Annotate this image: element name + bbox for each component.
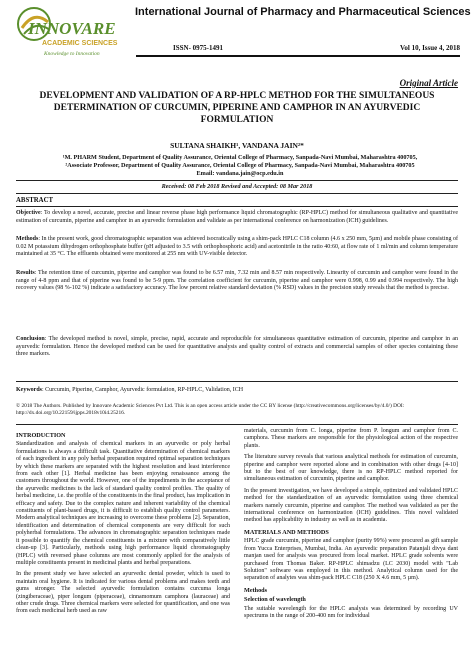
- body-paragraph: In the present investigation, we have developed a simple, optimized and validated HPLC method for the standardization of an ayurvedic formulation using three chemical markers namely curcumin, piperine and camphor. The method was validated as per the international conference on harmonization (ICH) guidelines. This novel validated method has applicability in industry as well as in academia.: [244, 487, 458, 524]
- abstract-results: [16, 270, 458, 293]
- body-paragraph: Standardization and analysis of chemical markers in an ayurvedic or poly herbal formulations is always a difficult task. Quantitative determination of chemical markers of each ingredient in any poly herbal preparation required optimal separation techniques by which these markers are separated with the highest resolution and least interference from each other [1]. Herbal medicine has been enjoying renaissance among the customers throughout the world. However, one of the impediments in the acceptance of the ayurvedic medicines is the lack of standard quality control profiles. The quality of herbal medicine, i.e. the profile of the constituents in the final product, has implication in efficacy and safety. Due to the complex nature and inherent variability of the chemical constituents of plant-based drugs, it is difficult to establish quality control parameters. Modern analytical techniques are increasing to overcome these problems [2]. Separation, identification and determination of chemical components are very difficult for such polyherbal formulations. The advances in chromatographic separation techniques made it possible to quantify the chemical constituents in a mixture with comparatively little clean-up [3]. Particularly, methods using high performance liquid chromatography (HPLC) with reversed phase columns are most commonly applied for the analysis of multiple constituents present in medicinal plants and herbal preparations.: [16, 441, 230, 566]
- methods-heading: Methods: [244, 586, 268, 594]
- logo-tagline-text: Knowledge to Innovation: [44, 51, 100, 57]
- introduction-heading: INTRODUCTION: [16, 432, 66, 439]
- article-type: Original Article: [399, 78, 458, 88]
- body-left-column: [16, 432, 230, 620]
- author-email: Email: vandana.jain@ocp.edu.in: [196, 170, 284, 177]
- conclusion-text: : The developed method is novel, simple, precise, rapid, accurate and reproducible for simultaneous quantitative estimation of curcumin, piperine and camphor in an ayurvedic formulation. Hence the developed method can be used for quantitative analysis and quality control of extracts and commercial samples of other species containing these three markers.: [16, 336, 458, 358]
- divider: [16, 180, 458, 181]
- logo-sub-text: ACADEMIC SCIENCES: [42, 40, 118, 47]
- innovare-logo: [14, 4, 126, 60]
- abstract-methods: [16, 236, 458, 259]
- header-divider: [136, 55, 460, 57]
- results-text: : The retention time of curcumin, piperine and camphor was found to be 6.57 min, 7.32 min and 8.57 min respectively. Linearity of curcumin and camphor were found in the range of 4-8 ppm and that of piperine was found to be 5-9 ppm. The correlation coefficient for curcumin, piperine and camphor were 0.998, 0.99 and 0.994 respectively. The high recovery values (98 %-102 %) indicate a satisfactory accuracy. The low percent relative standard deviation (% RSD) values in the precision study reveals that the method is precise.: [16, 270, 458, 292]
- affiliation-1: ¹M. PHARM Student, Department of Quality Assurance, Oriental College of Pharmacy, Sanpada-Navi Mumbai, Maharashtra 400705,: [62, 154, 418, 161]
- methods-label: Methods: [16, 236, 39, 242]
- body-paragraph: The literature survey reveals that various analytical methods for estimation of curcumin, piperine and camphor were reported alone and in combination with other drugs [4-10] but to the best of our knowledge, there is no RP-HPLC method reported for simultaneous estimation of curcumin, piperine and camphor.: [244, 454, 458, 483]
- authors: SULTANA SHAIKH¹, VANDANA JAIN²*: [170, 141, 304, 150]
- keywords-text: : Curcumin, Piperine, Camphor, Ayurvedic formulation, RP-HPLC, Validation, ICH: [42, 387, 244, 393]
- keywords-label: Keywords: [16, 387, 42, 393]
- title-line: DETERMINATION OF CURCUMIN, PIPERINE AND CAMPHOR IN AN AYURVEDIC: [53, 103, 421, 113]
- volume-issue: Vol 10, Issue 4, 2018: [399, 44, 460, 52]
- received-dates: Received: 08 Feb 2018 Revised and Accepted: 08 Mar 2018: [161, 183, 313, 190]
- objective-text: : To develop a novel, accurate, precise and linear reverse phase high performance liquid chromatographic (RP-HPLC) method for simultaneous qualitative and quantitative estimation of curcumin, piperine and camphor in an ayurvedic formulation and validate as per international conference on harmonization (ICH) guidelines.: [16, 210, 458, 224]
- article-title: [26, 90, 448, 126]
- body-right-column: [244, 428, 458, 624]
- body-paragraph: The suitable wavelength for the HPLC analysis was determined by recording UV spectrums in the range of 200-400 nm for individual: [244, 605, 458, 619]
- body-paragraph: HPLC grade curcumin, piperine and camphor (purity 99%) were procured as gift sample from Yucca Enterprises, Mumbai, India. An ayurvedic preparation Patanjali divya dant manjan used for analysis was procured from local market. HPLC grade solvents were purchased from Thomas Baker. RP-HPLC shimadzu (LC 2030) model with "Lab Solution" software was employed in this method. Analytical column used for the separation of analytes was shim-pack HPLC C18 (250 X 4.6 mm, 5 µm).: [244, 538, 458, 582]
- keywords: [16, 387, 458, 393]
- journal-header: [0, 0, 474, 64]
- abstract-heading: ABSTRACT: [16, 197, 54, 204]
- title-line: DEVELOPMENT AND VALIDATION OF A RP-HPLC METHOD FOR THE SIMULTANEOUS: [39, 91, 435, 101]
- issn: ISSN- 0975-1491: [173, 44, 223, 52]
- conclusion-label: Conclusion: [16, 336, 45, 342]
- results-label: Results: [16, 270, 35, 276]
- methods-text: : In the present work, good chromatographic separation was achieved isocratically using a shim-pack HPLC C18 column (4.6 x 250 mm, 5µm) and mobile phase consisting of 0.02 M potassium dihydrogen orthophosphate buffer (pH adjusted to 3.5 with orthophosphoric acid) and acetonitrile in the ratio 40:60, at flow rate of 1 ml/min and column temperature maintained at 35 °C. The effluents obtained were monitored at 255 nm with UV-visible detector.: [16, 236, 458, 258]
- title-line: FORMULATION: [200, 115, 274, 125]
- logo-main-text: INNOVARE: [28, 19, 116, 38]
- objective-label: Objective: [16, 210, 41, 216]
- divider: [16, 193, 458, 194]
- divider: [16, 381, 458, 382]
- body-paragraph: In the present study we have selected an ayurvedic dental powder, which is used to maintain oral hygiene. It is indicated for various dental problems and makes teeth and gums stronger. The selected ayurvedic formulation contains curcuma longa (zingiberaceae), piper longum (piperaceae), cinnamomum camphora (lauraceae) and other crude drugs. Three chemical markers were selected for quantification, and one was from each medicinal herb used as raw: [16, 571, 230, 615]
- abstract-objective: [16, 210, 458, 225]
- journal-title: International Journal of Pharmacy and Pharmaceutical Sciences: [135, 6, 471, 18]
- materials-methods-heading: MATERIALS AND METHODS: [244, 528, 329, 536]
- copyright-notice: © 2018 The Authors. Published by Innovare Academic Sciences Pvt Ltd. This is an open access article under the CC BY license (http://creativecommons.org/licenses/by/4.0/) DOI: http://dx.doi.org/10.22159/ijpps.2018v10i4.25216.: [16, 403, 405, 416]
- wavelength-subheading: Selection of wavelength: [244, 596, 306, 604]
- abstract-conclusion: [16, 336, 458, 359]
- body-paragraph: materials, curcumin from C. longa, piperine from P. longum and camphor from C. camphora. These markers are responsible for the physiological action of the respective plants.: [244, 428, 458, 449]
- affiliation-2: ²Associate Professor, Department of Quality Assurance, Oriental College of Pharmacy, Sanpada-Navi Mumbai, Maharashtra 400705: [65, 162, 415, 169]
- divider: [16, 424, 458, 425]
- divider: [16, 206, 458, 207]
